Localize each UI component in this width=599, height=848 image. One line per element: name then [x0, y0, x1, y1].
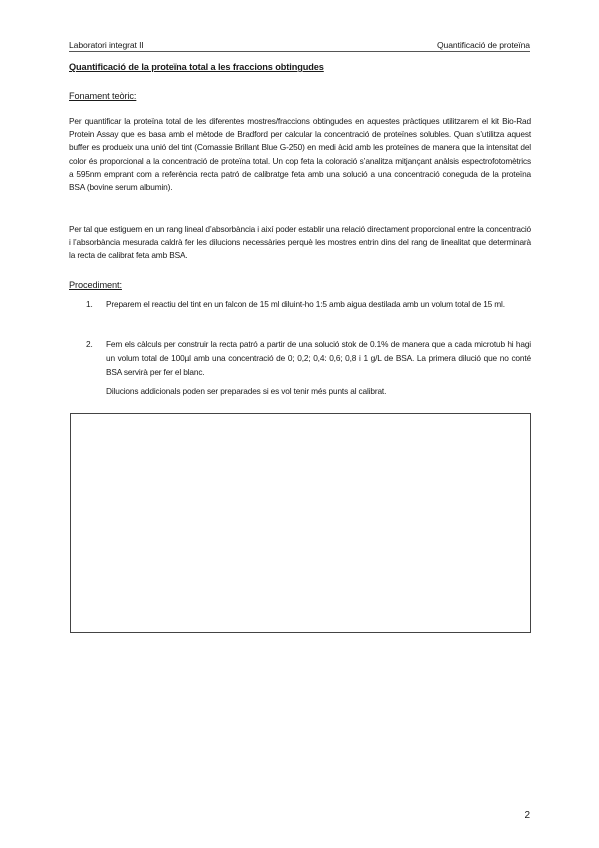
step-text: Fem els càlculs per construir la recta patró a partir de una solució stok de 0.1% de manera que a cada microtub hi hagi un volum total de 100µl amb una concentració de 0; 0,2; 0,4: 0,6; 0,8 i 1 g/L de BSA. La primera dilució que no conté BSA servirà per fer el blanc.	[106, 339, 531, 378]
section-heading-procediment: Procediment:	[69, 280, 122, 290]
step-number: 1.	[86, 299, 93, 309]
paragraph-fonament-2: Per tal que estiguem en un rang lineal d’absorbància i així poder establir una relació directament proporcional entre la concentració i l’absorbància mesurada caldrà fer les dilucions necessàries perquè les mostres entrin dins del rang de linealitat que determinarà la recta de calibrat feta amb BSA.	[69, 224, 531, 261]
header-right-text: Quantificació de proteïna	[436, 40, 530, 50]
document-title: Quantificació de la proteïna total a les fraccions obtingudes	[69, 62, 324, 72]
paragraph-fonament-1: Per quantificar la proteïna total de les diferentes mostres/fraccions obtingudes en aquestes pràctiques utilitzarem el kit Bio-Rad Protein Assay que es basa amb el mètode de Bradford per calcular la concentració de proteïnes solubles. Quan s’utilitza aquest buffer es produeix una unió del tint (Comassie Brillant Blue G-250) en medi àcid amb les proteïnes de manera que la intensitat del color és proporcional a la concentració de proteïna total. Un cop feta la coloració s’analitza mitjançant anàlsis espectrofotomètrics a 595nm emprant com a referència recta patró de calibratge feta amb una solució a una concentració coneguda de la proteïna BSA (bovine serum albumin).	[69, 116, 531, 193]
header-divider	[69, 51, 530, 52]
section-heading-fonament: Fonament teòric:	[69, 91, 137, 101]
procedure-note: Dilucions addicionals poden ser preparades si es vol tenir més punts al calibrat.	[106, 386, 387, 396]
header-left-text: Laboratori integrat II	[69, 40, 144, 50]
empty-answer-box	[70, 413, 531, 633]
page-header	[69, 38, 530, 52]
page-number: 2	[524, 810, 530, 821]
step-number: 2.	[86, 339, 93, 349]
procedure-step-1	[86, 297, 531, 311]
procedure-step-2	[86, 337, 531, 380]
step-text: Preparem el reactiu del tint en un falcon de 15 ml diluint-ho 1:5 amb aigua destilada amb un volum total de 15 ml.	[106, 299, 505, 309]
